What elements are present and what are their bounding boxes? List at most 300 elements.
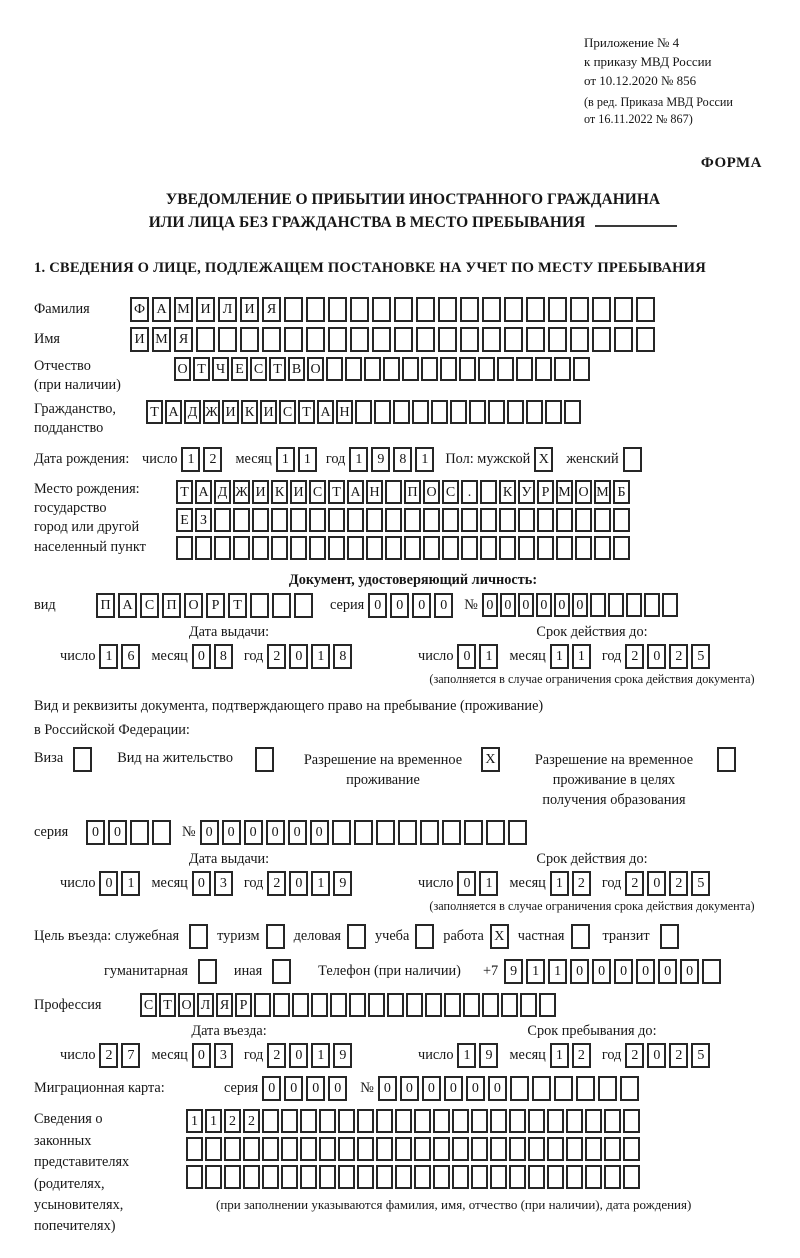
char-box[interactable] bbox=[284, 297, 303, 322]
char-box[interactable] bbox=[272, 959, 291, 984]
char-box[interactable] bbox=[252, 508, 269, 532]
char-box[interactable]: 0 bbox=[554, 593, 570, 617]
char-box[interactable] bbox=[463, 993, 480, 1017]
char-box[interactable] bbox=[395, 1109, 412, 1133]
char-box[interactable]: 0 bbox=[400, 1076, 419, 1101]
birth-year-boxes[interactable] bbox=[349, 447, 437, 472]
char-box[interactable] bbox=[368, 993, 385, 1017]
char-box[interactable] bbox=[471, 1165, 488, 1189]
char-box[interactable] bbox=[414, 1165, 431, 1189]
char-box[interactable] bbox=[545, 400, 562, 424]
residence-permit-checkbox[interactable] bbox=[255, 747, 277, 772]
char-box[interactable]: 1 bbox=[415, 447, 434, 472]
char-box[interactable] bbox=[576, 1076, 595, 1101]
char-box[interactable]: 8 bbox=[393, 447, 412, 472]
char-box[interactable] bbox=[480, 508, 497, 532]
char-box[interactable]: 0 bbox=[647, 871, 666, 896]
stay-day-boxes[interactable] bbox=[457, 1043, 501, 1068]
char-box[interactable] bbox=[372, 297, 391, 322]
char-box[interactable]: X bbox=[490, 924, 509, 949]
char-box[interactable] bbox=[300, 1137, 317, 1161]
char-box[interactable]: 0 bbox=[422, 1076, 441, 1101]
char-box[interactable] bbox=[338, 1137, 355, 1161]
entry-year-boxes[interactable] bbox=[267, 1043, 355, 1068]
char-box[interactable] bbox=[509, 1137, 526, 1161]
char-box[interactable]: 2 bbox=[267, 1043, 286, 1068]
char-box[interactable]: И bbox=[222, 400, 239, 424]
char-box[interactable]: 0 bbox=[378, 1076, 397, 1101]
char-box[interactable]: М bbox=[556, 480, 573, 504]
char-box[interactable] bbox=[376, 1137, 393, 1161]
char-box[interactable]: 2 bbox=[203, 447, 222, 472]
char-box[interactable]: 0 bbox=[658, 959, 677, 984]
char-box[interactable] bbox=[347, 924, 366, 949]
char-box[interactable]: И bbox=[130, 327, 149, 352]
char-box[interactable] bbox=[319, 1109, 336, 1133]
purpose-transit-checkbox[interactable] bbox=[660, 924, 682, 949]
char-box[interactable] bbox=[281, 1165, 298, 1189]
char-box[interactable]: О bbox=[575, 480, 592, 504]
phone-boxes[interactable] bbox=[504, 959, 724, 984]
char-box[interactable]: Т bbox=[298, 400, 315, 424]
char-box[interactable]: 0 bbox=[192, 1043, 211, 1068]
char-box[interactable]: 0 bbox=[482, 593, 498, 617]
char-box[interactable] bbox=[532, 1076, 551, 1101]
visa-checkbox[interactable] bbox=[73, 747, 95, 772]
char-box[interactable]: О bbox=[184, 593, 203, 618]
legal-reps-row3-boxes[interactable] bbox=[186, 1165, 642, 1189]
char-box[interactable]: 1 bbox=[550, 644, 569, 669]
char-box[interactable]: 0 bbox=[289, 1043, 308, 1068]
char-box[interactable] bbox=[482, 327, 501, 352]
char-box[interactable] bbox=[366, 508, 383, 532]
char-box[interactable] bbox=[262, 1109, 279, 1133]
char-box[interactable]: 2 bbox=[243, 1109, 260, 1133]
permit-issue-month-boxes[interactable] bbox=[192, 871, 236, 896]
char-box[interactable] bbox=[425, 993, 442, 1017]
char-box[interactable] bbox=[357, 1165, 374, 1189]
char-box[interactable]: 2 bbox=[625, 1043, 644, 1068]
char-box[interactable] bbox=[414, 1137, 431, 1161]
char-box[interactable] bbox=[415, 924, 434, 949]
entry-day-boxes[interactable] bbox=[99, 1043, 143, 1068]
char-box[interactable] bbox=[328, 327, 347, 352]
char-box[interactable]: 1 bbox=[311, 1043, 330, 1068]
char-box[interactable]: 0 bbox=[647, 1043, 666, 1068]
char-box[interactable] bbox=[486, 820, 505, 845]
char-box[interactable] bbox=[196, 327, 215, 352]
char-box[interactable]: 0 bbox=[108, 820, 127, 845]
char-box[interactable]: 6 bbox=[121, 644, 140, 669]
char-box[interactable] bbox=[604, 1109, 621, 1133]
char-box[interactable]: Я bbox=[174, 327, 193, 352]
char-box[interactable] bbox=[350, 327, 369, 352]
char-box[interactable]: С bbox=[140, 993, 157, 1017]
char-box[interactable]: 0 bbox=[262, 1076, 281, 1101]
patronymic-boxes[interactable] bbox=[174, 357, 592, 381]
char-box[interactable]: 1 bbox=[550, 1043, 569, 1068]
char-box[interactable]: 1 bbox=[349, 447, 368, 472]
char-box[interactable] bbox=[636, 297, 655, 322]
stay-month-boxes[interactable] bbox=[550, 1043, 594, 1068]
char-box[interactable] bbox=[452, 1165, 469, 1189]
char-box[interactable] bbox=[702, 959, 721, 984]
char-box[interactable]: 0 bbox=[518, 593, 534, 617]
char-box[interactable] bbox=[452, 1109, 469, 1133]
char-box[interactable] bbox=[539, 993, 556, 1017]
char-box[interactable] bbox=[374, 400, 391, 424]
char-box[interactable] bbox=[526, 327, 545, 352]
char-box[interactable] bbox=[433, 1137, 450, 1161]
char-box[interactable]: Е bbox=[176, 508, 193, 532]
char-box[interactable] bbox=[186, 1165, 203, 1189]
char-box[interactable] bbox=[404, 508, 421, 532]
purpose-humanitarian-checkbox[interactable] bbox=[198, 959, 220, 984]
char-box[interactable] bbox=[347, 536, 364, 560]
char-box[interactable] bbox=[186, 1137, 203, 1161]
char-box[interactable]: Т bbox=[269, 357, 286, 381]
char-box[interactable]: 2 bbox=[99, 1043, 118, 1068]
char-box[interactable] bbox=[176, 536, 193, 560]
char-box[interactable] bbox=[414, 1109, 431, 1133]
char-box[interactable]: 0 bbox=[289, 644, 308, 669]
char-box[interactable]: 1 bbox=[205, 1109, 222, 1133]
char-box[interactable] bbox=[273, 993, 290, 1017]
char-box[interactable] bbox=[347, 508, 364, 532]
char-box[interactable] bbox=[393, 400, 410, 424]
char-box[interactable] bbox=[306, 297, 325, 322]
char-box[interactable] bbox=[548, 297, 567, 322]
char-box[interactable] bbox=[205, 1137, 222, 1161]
char-box[interactable] bbox=[564, 400, 581, 424]
char-box[interactable] bbox=[570, 327, 589, 352]
char-box[interactable] bbox=[294, 593, 313, 618]
permit-series-boxes[interactable] bbox=[86, 820, 174, 845]
char-box[interactable] bbox=[372, 327, 391, 352]
issue-month-boxes[interactable] bbox=[192, 644, 236, 669]
char-box[interactable] bbox=[354, 820, 373, 845]
char-box[interactable] bbox=[573, 357, 590, 381]
char-box[interactable]: А bbox=[347, 480, 364, 504]
char-box[interactable] bbox=[366, 536, 383, 560]
char-box[interactable] bbox=[224, 1137, 241, 1161]
char-box[interactable] bbox=[575, 508, 592, 532]
char-box[interactable] bbox=[292, 993, 309, 1017]
char-box[interactable] bbox=[357, 1137, 374, 1161]
char-box[interactable] bbox=[252, 536, 269, 560]
char-box[interactable] bbox=[395, 1165, 412, 1189]
char-box[interactable]: 0 bbox=[192, 871, 211, 896]
char-box[interactable] bbox=[482, 993, 499, 1017]
char-box[interactable] bbox=[404, 536, 421, 560]
char-box[interactable] bbox=[518, 536, 535, 560]
char-box[interactable]: 0 bbox=[266, 820, 285, 845]
birth-month-boxes[interactable] bbox=[276, 447, 320, 472]
char-box[interactable]: З bbox=[195, 508, 212, 532]
char-box[interactable] bbox=[461, 536, 478, 560]
char-box[interactable]: Я bbox=[216, 993, 233, 1017]
char-box[interactable]: М bbox=[594, 480, 611, 504]
char-box[interactable] bbox=[309, 508, 326, 532]
char-box[interactable] bbox=[224, 1165, 241, 1189]
char-box[interactable]: 2 bbox=[224, 1109, 241, 1133]
char-box[interactable] bbox=[376, 820, 395, 845]
char-box[interactable] bbox=[412, 400, 429, 424]
char-box[interactable] bbox=[357, 1109, 374, 1133]
char-box[interactable] bbox=[189, 924, 208, 949]
char-box[interactable]: 9 bbox=[371, 447, 390, 472]
char-box[interactable]: И bbox=[260, 400, 277, 424]
char-box[interactable] bbox=[526, 297, 545, 322]
char-box[interactable] bbox=[471, 1137, 488, 1161]
char-box[interactable] bbox=[350, 297, 369, 322]
char-box[interactable] bbox=[509, 1109, 526, 1133]
char-box[interactable]: 0 bbox=[368, 593, 387, 618]
char-box[interactable] bbox=[328, 297, 347, 322]
char-box[interactable] bbox=[233, 536, 250, 560]
char-box[interactable]: К bbox=[241, 400, 258, 424]
char-box[interactable]: Т bbox=[159, 993, 176, 1017]
char-box[interactable] bbox=[290, 536, 307, 560]
char-box[interactable] bbox=[240, 327, 259, 352]
char-box[interactable]: 0 bbox=[86, 820, 105, 845]
valid-day-boxes[interactable] bbox=[457, 644, 501, 669]
char-box[interactable] bbox=[376, 1165, 393, 1189]
doc-series-boxes[interactable] bbox=[368, 593, 456, 618]
char-box[interactable] bbox=[510, 1076, 529, 1101]
char-box[interactable] bbox=[271, 508, 288, 532]
permit-valid-year-boxes[interactable] bbox=[625, 871, 713, 896]
char-box[interactable]: 0 bbox=[244, 820, 263, 845]
purpose-private-checkbox[interactable] bbox=[571, 924, 593, 949]
char-box[interactable] bbox=[385, 508, 402, 532]
char-box[interactable]: 0 bbox=[572, 593, 588, 617]
char-box[interactable] bbox=[394, 327, 413, 352]
char-box[interactable]: Р bbox=[235, 993, 252, 1017]
char-box[interactable]: Ж bbox=[203, 400, 220, 424]
char-box[interactable]: Т bbox=[328, 480, 345, 504]
char-box[interactable]: 1 bbox=[311, 871, 330, 896]
char-box[interactable]: К bbox=[271, 480, 288, 504]
char-box[interactable]: А bbox=[118, 593, 137, 618]
char-box[interactable] bbox=[571, 924, 590, 949]
char-box[interactable] bbox=[504, 327, 523, 352]
char-box[interactable]: О bbox=[423, 480, 440, 504]
purpose-work-checkbox[interactable] bbox=[490, 924, 512, 949]
char-box[interactable]: 0 bbox=[680, 959, 699, 984]
profession-boxes[interactable] bbox=[140, 993, 558, 1017]
char-box[interactable]: 1 bbox=[276, 447, 295, 472]
char-box[interactable] bbox=[205, 1165, 222, 1189]
char-box[interactable] bbox=[528, 1165, 545, 1189]
char-box[interactable] bbox=[623, 447, 642, 472]
char-box[interactable] bbox=[416, 327, 435, 352]
char-box[interactable] bbox=[460, 297, 479, 322]
char-box[interactable] bbox=[442, 508, 459, 532]
char-box[interactable] bbox=[499, 508, 516, 532]
char-box[interactable] bbox=[431, 400, 448, 424]
char-box[interactable] bbox=[490, 1109, 507, 1133]
char-box[interactable] bbox=[438, 327, 457, 352]
char-box[interactable] bbox=[233, 508, 250, 532]
char-box[interactable]: 1 bbox=[572, 644, 591, 669]
char-box[interactable]: 9 bbox=[333, 871, 352, 896]
char-box[interactable] bbox=[585, 1109, 602, 1133]
sex-female-checkbox[interactable] bbox=[623, 447, 645, 472]
char-box[interactable]: 5 bbox=[691, 644, 710, 669]
char-box[interactable]: Е bbox=[231, 357, 248, 381]
char-box[interactable] bbox=[585, 1137, 602, 1161]
char-box[interactable] bbox=[438, 297, 457, 322]
char-box[interactable] bbox=[464, 820, 483, 845]
char-box[interactable]: О bbox=[174, 357, 191, 381]
char-box[interactable] bbox=[423, 536, 440, 560]
char-box[interactable] bbox=[508, 820, 527, 845]
char-box[interactable]: Т bbox=[176, 480, 193, 504]
migration-series-boxes[interactable] bbox=[262, 1076, 350, 1101]
legal-reps-row2-boxes[interactable] bbox=[186, 1137, 642, 1161]
char-box[interactable]: Я bbox=[262, 297, 281, 322]
char-box[interactable] bbox=[300, 1165, 317, 1189]
char-box[interactable] bbox=[376, 1109, 393, 1133]
char-box[interactable]: 0 bbox=[488, 1076, 507, 1101]
char-box[interactable] bbox=[319, 1165, 336, 1189]
char-box[interactable] bbox=[461, 508, 478, 532]
permit-issue-day-boxes[interactable] bbox=[99, 871, 143, 896]
char-box[interactable] bbox=[306, 327, 325, 352]
char-box[interactable] bbox=[623, 1165, 640, 1189]
char-box[interactable]: П bbox=[404, 480, 421, 504]
char-box[interactable] bbox=[423, 508, 440, 532]
char-box[interactable]: 9 bbox=[504, 959, 523, 984]
char-box[interactable] bbox=[604, 1137, 621, 1161]
char-box[interactable] bbox=[556, 536, 573, 560]
char-box[interactable]: У bbox=[518, 480, 535, 504]
sex-male-checkbox[interactable] bbox=[534, 447, 556, 472]
char-box[interactable] bbox=[266, 924, 285, 949]
char-box[interactable] bbox=[592, 297, 611, 322]
char-box[interactable] bbox=[613, 536, 630, 560]
char-box[interactable]: Л bbox=[218, 297, 237, 322]
char-box[interactable]: С bbox=[140, 593, 159, 618]
char-box[interactable] bbox=[518, 508, 535, 532]
char-box[interactable]: 0 bbox=[466, 1076, 485, 1101]
char-box[interactable]: 1 bbox=[99, 644, 118, 669]
char-box[interactable] bbox=[717, 747, 736, 772]
char-box[interactable] bbox=[547, 1165, 564, 1189]
char-box[interactable]: Т bbox=[193, 357, 210, 381]
char-box[interactable] bbox=[345, 357, 362, 381]
birth-place-row2-boxes[interactable] bbox=[176, 508, 632, 532]
char-box[interactable]: 2 bbox=[267, 871, 286, 896]
char-box[interactable]: И bbox=[290, 480, 307, 504]
char-box[interactable]: И bbox=[196, 297, 215, 322]
char-box[interactable] bbox=[660, 924, 679, 949]
purpose-tourism-checkbox[interactable] bbox=[266, 924, 288, 949]
char-box[interactable]: 0 bbox=[390, 593, 409, 618]
char-box[interactable]: Н bbox=[366, 480, 383, 504]
char-box[interactable] bbox=[488, 400, 505, 424]
char-box[interactable] bbox=[311, 993, 328, 1017]
char-box[interactable] bbox=[255, 747, 274, 772]
char-box[interactable] bbox=[566, 1137, 583, 1161]
char-box[interactable] bbox=[332, 820, 351, 845]
permit-valid-month-boxes[interactable] bbox=[550, 871, 594, 896]
char-box[interactable]: 1 bbox=[186, 1109, 203, 1133]
char-box[interactable]: 8 bbox=[214, 644, 233, 669]
char-box[interactable] bbox=[662, 593, 678, 617]
char-box[interactable]: 2 bbox=[669, 871, 688, 896]
char-box[interactable] bbox=[528, 1137, 545, 1161]
char-box[interactable] bbox=[537, 508, 554, 532]
char-box[interactable]: К bbox=[499, 480, 516, 504]
char-box[interactable]: 1 bbox=[457, 1043, 476, 1068]
char-box[interactable]: 0 bbox=[284, 1076, 303, 1101]
char-box[interactable]: 1 bbox=[479, 644, 498, 669]
char-box[interactable] bbox=[444, 993, 461, 1017]
char-box[interactable] bbox=[604, 1165, 621, 1189]
char-box[interactable]: 0 bbox=[310, 820, 329, 845]
char-box[interactable] bbox=[338, 1109, 355, 1133]
char-box[interactable]: 0 bbox=[288, 820, 307, 845]
char-box[interactable]: Н bbox=[336, 400, 353, 424]
char-box[interactable]: А bbox=[152, 297, 171, 322]
char-box[interactable] bbox=[272, 593, 291, 618]
char-box[interactable]: 5 bbox=[691, 871, 710, 896]
char-box[interactable] bbox=[501, 993, 518, 1017]
char-box[interactable]: 9 bbox=[479, 1043, 498, 1068]
char-box[interactable] bbox=[385, 536, 402, 560]
char-box[interactable]: 0 bbox=[614, 959, 633, 984]
purpose-business-checkbox[interactable] bbox=[347, 924, 369, 949]
char-box[interactable] bbox=[460, 327, 479, 352]
char-box[interactable]: Б bbox=[613, 480, 630, 504]
char-box[interactable]: 3 bbox=[214, 871, 233, 896]
char-box[interactable] bbox=[459, 357, 476, 381]
char-box[interactable]: А bbox=[195, 480, 212, 504]
char-box[interactable] bbox=[547, 1137, 564, 1161]
char-box[interactable] bbox=[594, 508, 611, 532]
char-box[interactable] bbox=[566, 1109, 583, 1133]
char-box[interactable] bbox=[497, 357, 514, 381]
char-box[interactable] bbox=[328, 536, 345, 560]
char-box[interactable] bbox=[547, 1109, 564, 1133]
char-box[interactable] bbox=[383, 357, 400, 381]
migration-number-boxes[interactable] bbox=[378, 1076, 642, 1101]
char-box[interactable] bbox=[570, 297, 589, 322]
char-box[interactable] bbox=[614, 327, 633, 352]
char-box[interactable] bbox=[613, 508, 630, 532]
purpose-other-checkbox[interactable] bbox=[272, 959, 294, 984]
char-box[interactable]: П bbox=[96, 593, 115, 618]
char-box[interactable] bbox=[218, 327, 237, 352]
char-box[interactable] bbox=[504, 297, 523, 322]
char-box[interactable] bbox=[490, 1165, 507, 1189]
purpose-study-checkbox[interactable] bbox=[415, 924, 437, 949]
char-box[interactable] bbox=[73, 747, 92, 772]
char-box[interactable] bbox=[319, 1137, 336, 1161]
char-box[interactable] bbox=[482, 297, 501, 322]
char-box[interactable]: Д bbox=[184, 400, 201, 424]
char-box[interactable] bbox=[416, 297, 435, 322]
char-box[interactable] bbox=[387, 993, 404, 1017]
char-box[interactable]: О bbox=[307, 357, 324, 381]
char-box[interactable] bbox=[398, 820, 417, 845]
entry-month-boxes[interactable] bbox=[192, 1043, 236, 1068]
char-box[interactable] bbox=[554, 1076, 573, 1101]
char-box[interactable]: Д bbox=[214, 480, 231, 504]
char-box[interactable] bbox=[290, 508, 307, 532]
